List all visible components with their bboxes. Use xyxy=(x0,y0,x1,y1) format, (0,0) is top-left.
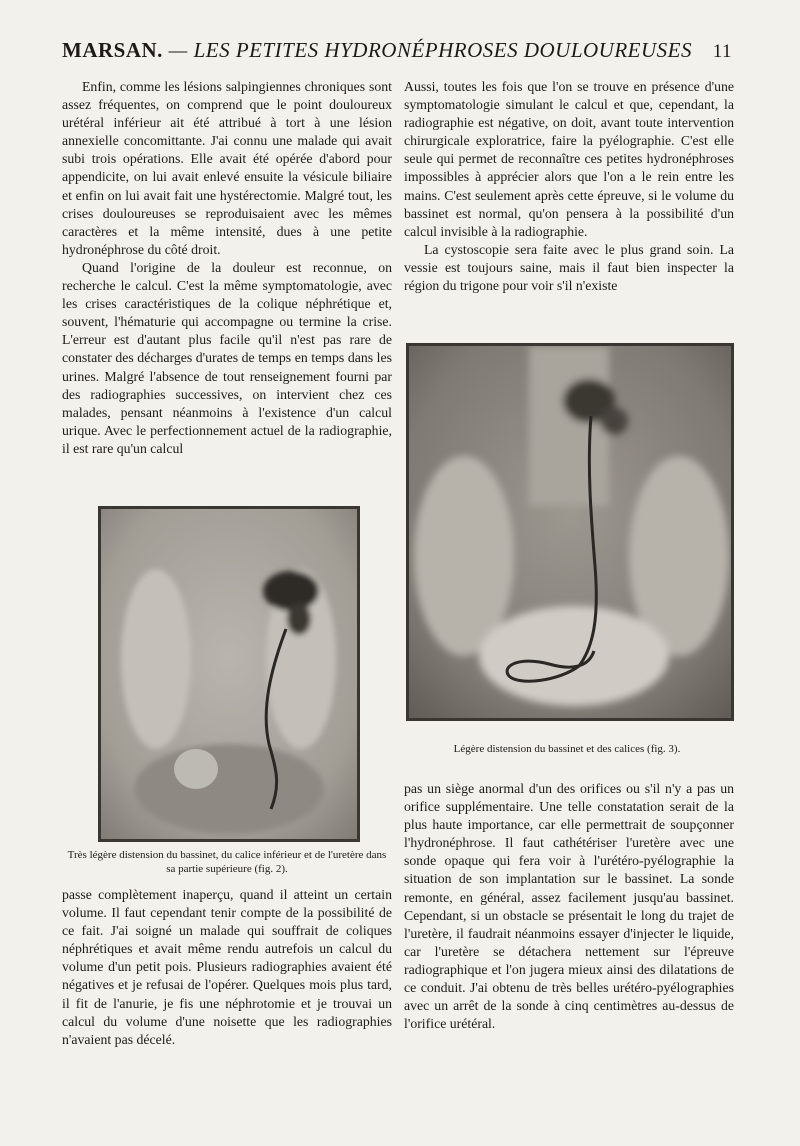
paragraph: Quand l'origine de la douleur est reconnue, on recherche le calcul. C'est la même symptomatologie, avec les crises caractéristiques de la colique néphrétique et, souvent, l'hématurie qui accompagne ou termine la crise. L'erreur est d'autant plus facile qu'il n'est pas rare de constater des décharges d'urates de temps en temps dans les urines. Malgré l'absence de tout renseignement fourni par des radiographies successives, on intervient chez ces malades, pensant néanmoins à l'existence d'un calcul urique. Avec le perfectionnement actuel de la radiographie, il est rare qu'un calcul xyxy=(62,259,392,456)
page-number: 11 xyxy=(712,41,732,62)
radiograph-figure-3 xyxy=(406,343,734,721)
left-column-bottom xyxy=(62,886,392,1049)
paragraph: passe complètement inaperçu, quand il atteint un certain volume. Il faut cependant tenir compte de la possibilité de ce fait. J'ai soigné un malade qui souffrait de coliques néphrétiques et avait même rendu autrefois un calcul du volume d'un petit pois. Plusieurs radiographies avaient été négatives et je refusai de l'opérer. Quelques mois plus tard, il fit de l'anurie, je fis une néphrotomie et je trouvai un calcul du volume d'une noisette que les radiographies n'avaient pas décelé. xyxy=(62,887,392,1047)
paragraph: Enfin, comme les lésions salpingiennes chroniques sont assez fréquentes, on comprend que le point douloureux urétéral inférieur ait été attribué à tort à une lésion annexielle concomittante. J'ai connu une malade qui avait subi trois opérations. Elle avait été opérée d'abord pour appendicite, on lui avait enlevé ensuite la vésicule biliaire et enfin on lui avait fait une hystérectomie. Malgré tout, les crises douloureuses se reproduisaient avec les mêmes caractères et la même intensité, dues à une petite hydronéphrose du côté droit. xyxy=(62,79,392,257)
left-column-top xyxy=(62,78,392,458)
running-header xyxy=(62,38,732,63)
paragraph: Aussi, toutes les fois que l'on se trouve en présence d'une symptomatologie simulant le calcul et que, cependant, la radiographie est négative, on doit, avant toute intervention chirurgicale exploratrice, faire la pyélographie. C'est elle seule qui permet de reconnaître ces petites hydronéphroses impossibles à apprécier alors que l'on a le rein entre les mains. C'est seulement après cette épreuve, si le volume du bassinet est normal, qu'on pensera à la possibilité d'un calcul invisible à la radiographie. xyxy=(404,79,734,239)
radiograph-image xyxy=(409,346,731,718)
header-author: MARSAN. xyxy=(62,38,163,62)
right-column-top xyxy=(404,78,734,295)
right-column-bottom xyxy=(404,780,734,1033)
figure-2-caption: Très légère distension du bassinet, du calice inférieur et de l'uretère dans sa partie supérieure (fig. 2). xyxy=(67,849,387,875)
radiograph-image xyxy=(101,509,357,839)
header-title: — LES PETITES HYDRONÉPHROSES DOULOUREUSES xyxy=(168,38,692,62)
paragraph: pas un siège anormal d'un des orifices ou s'il n'y a pas un orifice supplémentaire. Une telle constatation serait de la plus haute importance, car elle permettrait de soupçonner l'hydronéphrose. Il faut cathétériser l'uretère avec une sonde opaque qui fera voir à l'urétéro-pyélographie la situation de son implantation sur le bassinet. La sonde remonte, en général, assez facilement jusqu'au bassinet. Cependant, si un obstacle se présentait le long du trajet de l'uretère, il faudrait néanmoins essayer d'injecter le liquide, car l'uretère se détachera nettement sur l'épreuve radiographique et l'on jugera mieux ainsi des dilatations de ce conduit. J'ai obtenu de très belles urétéro-pyélographies avec un arrêt de la sonde à cinq centimètres au-dessus de l'orifice urétéral. xyxy=(404,781,734,1032)
paragraph: La cystoscopie sera faite avec le plus grand soin. La vessie est toujours saine, mais il faut bien inspecter la région du trigone pour voir s'il n'existe xyxy=(404,241,734,294)
figure-3-caption: Légère distension du bassinet et des calices (fig. 3). xyxy=(453,743,681,755)
radiograph-figure-2 xyxy=(98,506,360,842)
